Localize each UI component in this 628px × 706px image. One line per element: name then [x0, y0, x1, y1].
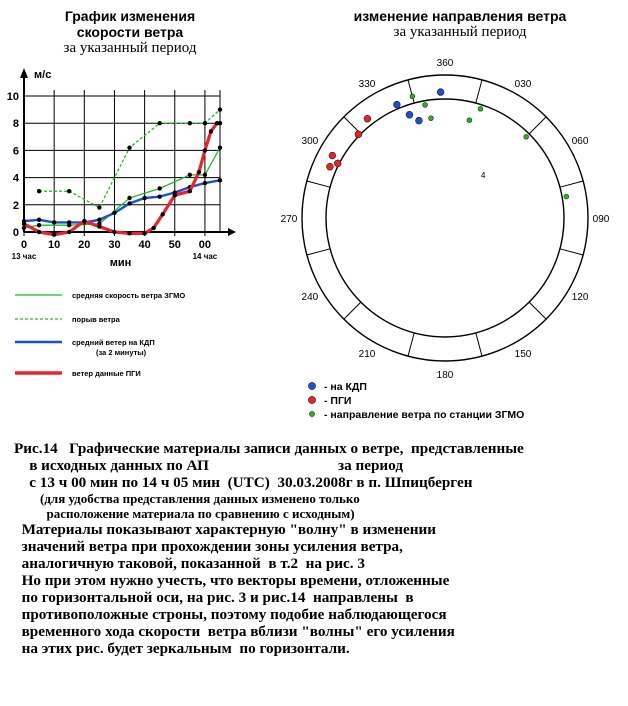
wind-direction-legend — [300, 376, 610, 428]
caption-body-3: аналогичную таковой, показанной в т.2 на рис. 3 — [14, 555, 365, 572]
legend-label: порыв ветра — [72, 315, 120, 324]
direction-point — [393, 101, 400, 108]
caption-body-5: по горизонтальной оси, на рис. 3 и рис.14 направлены в — [14, 589, 414, 606]
direction-point — [355, 131, 362, 138]
data-point — [37, 230, 41, 234]
figure-caption — [14, 440, 619, 657]
caption-line-1: Рис.14 Графические материалы записи данных о ветре, представленные — [14, 440, 524, 457]
data-point — [203, 181, 207, 185]
direction-label: 360 — [436, 58, 454, 69]
sector-tick — [529, 302, 546, 319]
legend-label: (за 2 минуты) — [96, 348, 147, 357]
data-point — [203, 148, 207, 152]
sector-tick — [408, 80, 414, 103]
x-tick-label: 40 — [138, 239, 151, 251]
x-sublabel: 14 час — [192, 252, 218, 261]
caption-note-2: расположение материала по сравнению с исходным) — [14, 506, 355, 521]
wind-direction-chart — [270, 50, 620, 390]
data-point — [142, 231, 146, 235]
data-point — [188, 121, 192, 125]
data-point — [127, 196, 131, 200]
data-point — [22, 222, 26, 226]
caption-body-6: противоположные строны, поэтому подобие наблюдающегося — [14, 606, 447, 623]
caption-line-2: в исходных данных по АП за период — [14, 457, 404, 474]
data-point — [203, 173, 207, 177]
caption-body-8: на этих рис. будет зеркальным по горизонтали. — [14, 640, 350, 657]
x-tick-label: 20 — [78, 239, 91, 251]
y-tick-label: 6 — [12, 145, 19, 158]
data-point — [188, 173, 192, 177]
legend-marker — [308, 396, 315, 403]
sector-tick — [560, 181, 583, 187]
left-chart-title — [40, 8, 220, 56]
data-point — [218, 121, 222, 125]
data-point — [218, 145, 222, 149]
data-point — [218, 178, 222, 182]
legend-label: средняя скорость ветра ЗГМО — [72, 291, 186, 300]
data-point — [157, 194, 161, 198]
direction-label: 240 — [301, 292, 319, 303]
legend-label: - направление ветра по станции ЗГМО — [324, 409, 525, 421]
direction-point — [329, 152, 336, 159]
y-tick-label: 0 — [12, 227, 19, 239]
direction-label: 120 — [571, 292, 589, 303]
data-point — [218, 107, 222, 111]
data-point — [173, 193, 177, 197]
x-tick-label: 00 — [198, 239, 212, 251]
right-chart-title — [330, 8, 590, 40]
sector-tick — [476, 333, 482, 356]
y-tick-label: 2 — [12, 199, 19, 212]
sector-tick — [307, 249, 330, 255]
direction-point — [364, 115, 371, 122]
y-tick-label: 8 — [12, 118, 19, 131]
data-point — [127, 145, 131, 149]
direction-point — [564, 194, 569, 199]
x-sublabel: 13 час — [11, 252, 37, 261]
caption-body-4: Но при этом нужно учесть, что векторы времени, отложенные — [14, 572, 450, 589]
data-point — [188, 189, 192, 193]
legend-label: - ПГИ — [324, 395, 352, 407]
data-point — [37, 223, 41, 227]
legend-marker — [308, 382, 315, 389]
direction-label: 060 — [571, 136, 589, 147]
data-point — [37, 189, 41, 193]
direction-point — [437, 89, 444, 96]
direction-point — [334, 160, 341, 167]
y-axis-arrow — [20, 68, 28, 78]
data-point — [97, 218, 101, 222]
data-point — [151, 226, 155, 230]
data-point — [52, 220, 56, 224]
left-subtitle: за указанный период — [63, 40, 197, 56]
direction-label: 270 — [280, 214, 298, 225]
data-point — [157, 186, 161, 190]
center-label: 4 — [481, 171, 486, 180]
direction-point — [478, 106, 483, 111]
x-axis-label: мин — [109, 257, 132, 269]
data-point — [82, 219, 86, 223]
direction-label: 150 — [514, 349, 532, 361]
left-title-text: График изменения скорости ветра — [64, 8, 196, 40]
legend-marker — [309, 411, 314, 416]
direction-label: 330 — [358, 78, 376, 90]
data-point — [127, 231, 131, 235]
x-axis-arrow — [228, 228, 236, 236]
data-point — [203, 121, 207, 125]
data-point — [37, 218, 41, 222]
data-point — [209, 129, 213, 133]
wind-speed-legend — [0, 285, 250, 385]
data-point — [97, 205, 101, 209]
y-tick-label: 4 — [12, 172, 19, 185]
direction-point — [423, 103, 428, 108]
sector-tick — [476, 80, 482, 103]
x-tick-label: 50 — [168, 239, 181, 251]
caption-line-3: с 13 ч 00 мин по 14 ч 05 мин (UTC) 30.03.2008г в п. Шпицберген — [14, 474, 473, 491]
direction-point — [326, 163, 333, 170]
data-point — [112, 230, 116, 234]
legend-label: - на КДП — [324, 381, 367, 393]
right-subtitle: за указанный период — [393, 24, 527, 40]
direction-point — [467, 118, 472, 123]
legend-label: ветер данные ПГИ — [72, 369, 141, 378]
x-tick-label: 10 — [48, 239, 61, 251]
direction-label: 030 — [514, 78, 532, 90]
y-axis-label: м/с — [34, 69, 52, 81]
data-point — [142, 196, 146, 200]
x-tick-label: 30 — [108, 239, 121, 251]
direction-point — [429, 116, 434, 121]
data-point — [161, 212, 165, 216]
data-point — [67, 230, 71, 234]
direction-label: 210 — [358, 349, 376, 361]
caption-body-7: временного хода скорости ветра вблизи "волны" его усиления — [14, 623, 455, 640]
data-point — [127, 201, 131, 205]
caption-body-1: Материалы показывают характерную "волну" в изменении — [14, 521, 436, 538]
legend-label: средний ветер на КДП — [72, 338, 155, 347]
data-point — [97, 224, 101, 228]
sector-tick — [560, 249, 583, 255]
data-point — [112, 211, 116, 215]
direction-point — [406, 111, 413, 118]
direction-label: 300 — [301, 136, 319, 147]
caption-note-1: (для удобства представления данных изменено только — [14, 491, 360, 506]
data-point — [197, 170, 201, 174]
data-point — [157, 121, 161, 125]
y-tick-label: 10 — [6, 91, 19, 103]
sector-tick — [307, 181, 330, 187]
data-point — [67, 189, 71, 193]
sector-tick — [408, 333, 414, 356]
caption-body-2: значений ветра при прохождении зоны усиления ветра, — [14, 538, 403, 555]
right-title-text: изменение направления ветра — [353, 8, 567, 24]
direction-point — [410, 94, 415, 99]
wind-speed-chart — [0, 60, 250, 290]
sector-tick — [529, 117, 546, 134]
direction-point — [416, 117, 423, 124]
series-line — [39, 110, 220, 208]
data-point — [67, 220, 71, 224]
direction-label: 090 — [592, 214, 610, 225]
series-line — [24, 123, 220, 235]
sector-tick — [344, 302, 361, 319]
direction-label: 180 — [436, 370, 454, 381]
data-point — [52, 233, 56, 237]
x-tick-label: 0 — [20, 239, 28, 251]
direction-point — [524, 134, 529, 139]
